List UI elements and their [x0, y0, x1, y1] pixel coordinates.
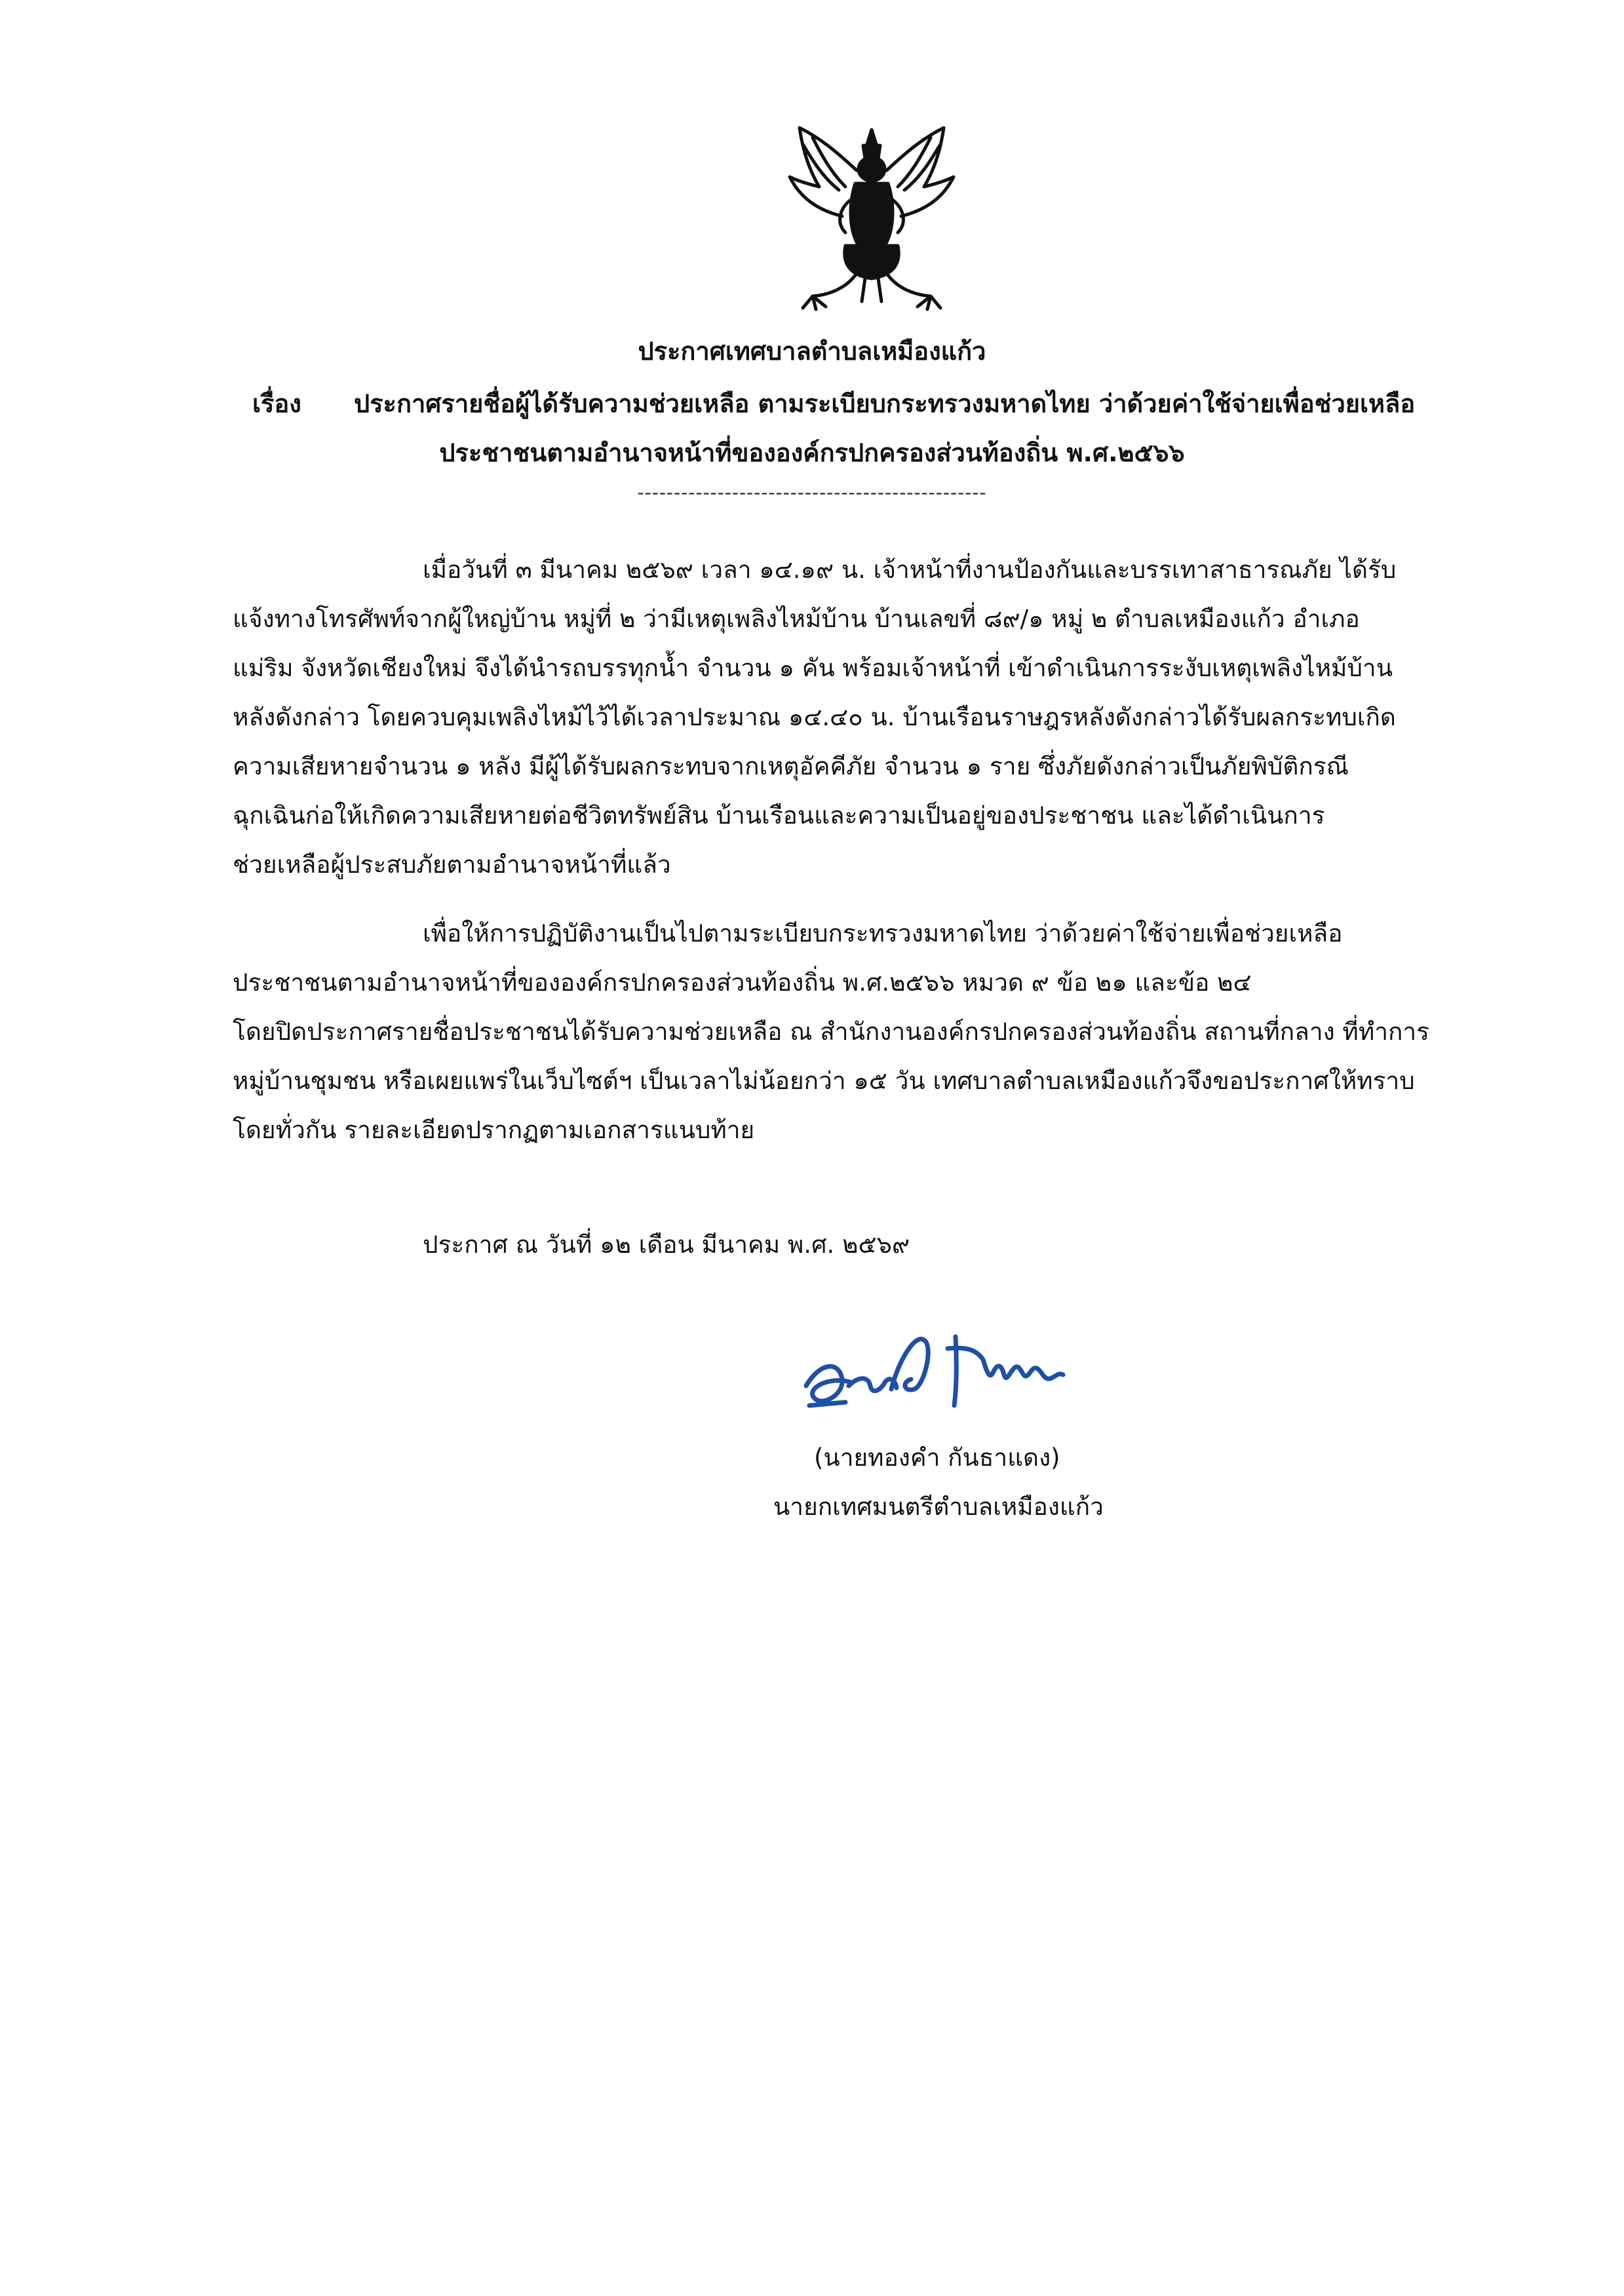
paragraph-1-line: ฉุกเฉินก่อให้เกิดความเสียหายต่อชีวิตทรัพย์สิน บ้านเรือนและความเป็นอยู่ของประชาชน และได้ดำเนินการ — [233, 801, 1325, 830]
signer-position: นายกเทศมนตรีตำบลเหมืองแก้ว — [773, 1493, 1104, 1521]
announcement-date: ประกาศ ณ วันที่ ๑๒ เดือน มีนาคม พ.ศ. ๒๕๖๙ — [423, 1231, 910, 1259]
garuda-emblem — [783, 124, 960, 315]
subject-line-2: ประชาชนตามอำนาจหน้าที่ขององค์กรปกครองส่วนท้องถิ่น พ.ศ.๒๕๖๖ — [439, 438, 1185, 467]
signer-name: (นายทองคำ กันธาแดง) — [814, 1444, 1060, 1472]
paragraph-1-line: เมื่อวันที่ ๓ มีนาคม ๒๕๖๙ เวลา ๑๔.๑๙ น. เจ้าหน้าที่งานป้องกันและบรรเทาสาธารณภัย ได้รับ — [423, 556, 1397, 584]
subject-label: เรื่อง — [252, 389, 301, 418]
paragraph-2-line: เพื่อให้การปฏิบัติงานเป็นไปตามระเบียบกระทรวงมหาดไทย ว่าด้วยค่าใช้จ่ายเพื่อช่วยเหลือ — [423, 919, 1343, 947]
paragraph-2-line: หมู่บ้านชุมชน หรือเผยแพร่ในเว็บไซต์ฯ เป็นเวลาไม่น้อยกว่า ๑๕ วัน เทศบาลตำบลเหมืองแก้วจึงขอประกาศให้ทราบ — [233, 1067, 1415, 1095]
paragraph-2-line: โดยทั่วกัน รายละเอียดปรากฏตามเอกสารแนบท้าย — [233, 1116, 755, 1144]
paragraph-1-line: ความเสียหายจำนวน ๑ หลัง มีผู้ได้รับผลกระทบจากเหตุอัคคีภัย จำนวน ๑ ราย ซึ่งภัยดังกล่าวเป็นภัยพิบัติกรณี — [233, 752, 1349, 780]
paragraph-1-line: หลังดังกล่าว โดยควบคุมเพลิงไหม้ไว้ได้เวลาประมาณ ๑๔.๔๐ น. บ้านเรือนราษฎรหลังดังกล่าวได้รับผลกระทบเกิด — [233, 703, 1396, 731]
header-divider: ------------------------------------------------ — [637, 482, 987, 503]
signature-image — [793, 1324, 1081, 1422]
paragraph-1-line: แม่ริม จังหวัดเชียงใหม่ จึงได้นำรถบรรทุกน้ำ จำนวน ๑ คัน พร้อมเจ้าหน้าที่ เข้าดำเนินการระงับเหตุเพลิงไหม้บ้าน — [233, 654, 1393, 682]
paragraph-2-line: ประชาชนตามอำนาจหน้าที่ขององค์กรปกครองส่วนท้องถิ่น พ.ศ.๒๕๖๖ หมวด ๙ ข้อ ๒๑ และข้อ ๒๔ — [233, 968, 1252, 997]
announcement-title: ประกาศเทศบาลตำบลเหมืองแก้ว — [638, 337, 986, 366]
paragraph-1-line: แจ้งทางโทรศัพท์จากผู้ใหญ่บ้าน หมู่ที่ ๒ ว่ามีเหตุเพลิงไหม้บ้าน บ้านเลขที่ ๘๙/๑ หมู่ ๒ ตำบลเหมืองแก้ว อำเภอ — [233, 605, 1360, 633]
subject-line-1: ประกาศรายชื่อผู้ได้รับความช่วยเหลือ ตามระเบียบกระทรวงมหาดไทย ว่าด้วยค่าใช้จ่ายเพื่อช่วยเหลือ — [354, 389, 1416, 418]
paragraph-2-line: โดยปิดประกาศรายชื่อประชาชนได้รับความช่วยเหลือ ณ สำนักงานองค์กรปกครองส่วนท้องถิ่น สถานที่กลาง ที่ทำการ — [233, 1018, 1430, 1046]
paragraph-1-line: ช่วยเหลือผู้ประสบภัยตามอำนาจหน้าที่แล้ว — [233, 851, 671, 879]
